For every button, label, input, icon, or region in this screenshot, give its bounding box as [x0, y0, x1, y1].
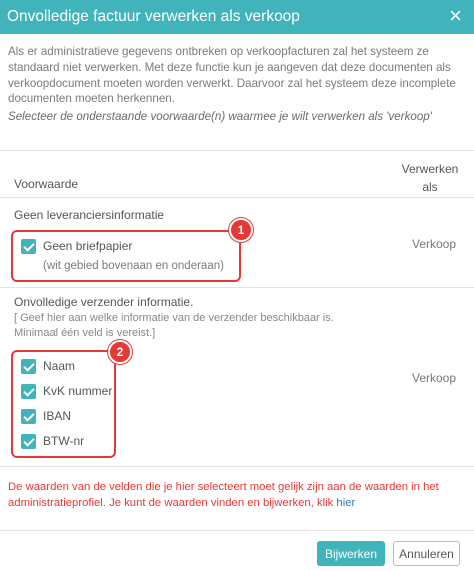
checkbox-checked-icon[interactable] [21, 384, 36, 399]
checkbox-label: BTW-nr [43, 434, 85, 448]
checkbox-label: KvK nummer [43, 384, 113, 398]
dialog-header [0, 0, 474, 34]
checkbox-checked-icon[interactable] [21, 409, 36, 424]
divider [0, 466, 474, 467]
group-title-sender: Onvolledige verzender informatie. [14, 295, 194, 309]
badge-2: 2 [108, 340, 132, 364]
checkbox-checked-icon[interactable] [21, 434, 36, 449]
warning-message: De waarden van de velden die je hier selecteert moet gelijk zijn aan de waarden in het administratieprofiel. Je kunt de waarden vinden en bijwerken, klik [8, 481, 439, 509]
instruction-text: Selecteer de onderstaande voorwaarde(n) waarmee je wilt verwerken als 'verkoop' [8, 110, 432, 123]
column-header-process-line2: als [422, 180, 438, 194]
badge-1: 1 [229, 218, 253, 242]
group-note: [ Geef hier aan welke informatie van de verzender beschikbaar is. Minimaal één veld is vereist.] [14, 312, 334, 339]
divider [0, 150, 474, 151]
column-header-process-line1: Verwerken [401, 162, 459, 176]
checkbox-label: IBAN [43, 409, 72, 423]
checkbox-label: Naam [43, 359, 76, 373]
warning-text [8, 479, 468, 511]
group-title-supplier: Geen leveranciersinformatie [14, 208, 165, 222]
column-header-process-as [395, 160, 465, 196]
checkbox-sublabel: (wit gebied bovenaan en onderaan) [43, 260, 224, 272]
warning-link[interactable]: hier [336, 497, 356, 509]
divider [0, 530, 474, 531]
checkbox-label: Geen briefpapier [43, 239, 133, 253]
highlight-box-1 [11, 230, 241, 282]
checkbox-checked-icon[interactable] [21, 239, 36, 254]
checkbox-checked-icon[interactable] [21, 359, 36, 374]
intro-text: Als er administratieve gegevens ontbreken op verkoopfacturen zal het systeem ze standaard niet verwerken. Met deze functie kun je aangeven dat deze documenten als verkoopdocument moeten worden verwerkt. Daarvoor zal het systeem deze incomplete documenten moeten herkennen. [8, 45, 456, 106]
process-as-value-2: Verkoop [412, 371, 457, 385]
column-header-condition: Voorwaarde [14, 177, 79, 191]
dialog-title: Onvolledige factuur verwerken als verkoop [7, 8, 300, 25]
process-as-value-1: Verkoop [412, 237, 457, 251]
cancel-button[interactable]: Annuleren [393, 541, 460, 566]
close-icon[interactable]: × [449, 3, 462, 28]
update-button[interactable]: Bijwerken [317, 541, 385, 566]
divider [0, 197, 474, 198]
divider [0, 287, 474, 288]
